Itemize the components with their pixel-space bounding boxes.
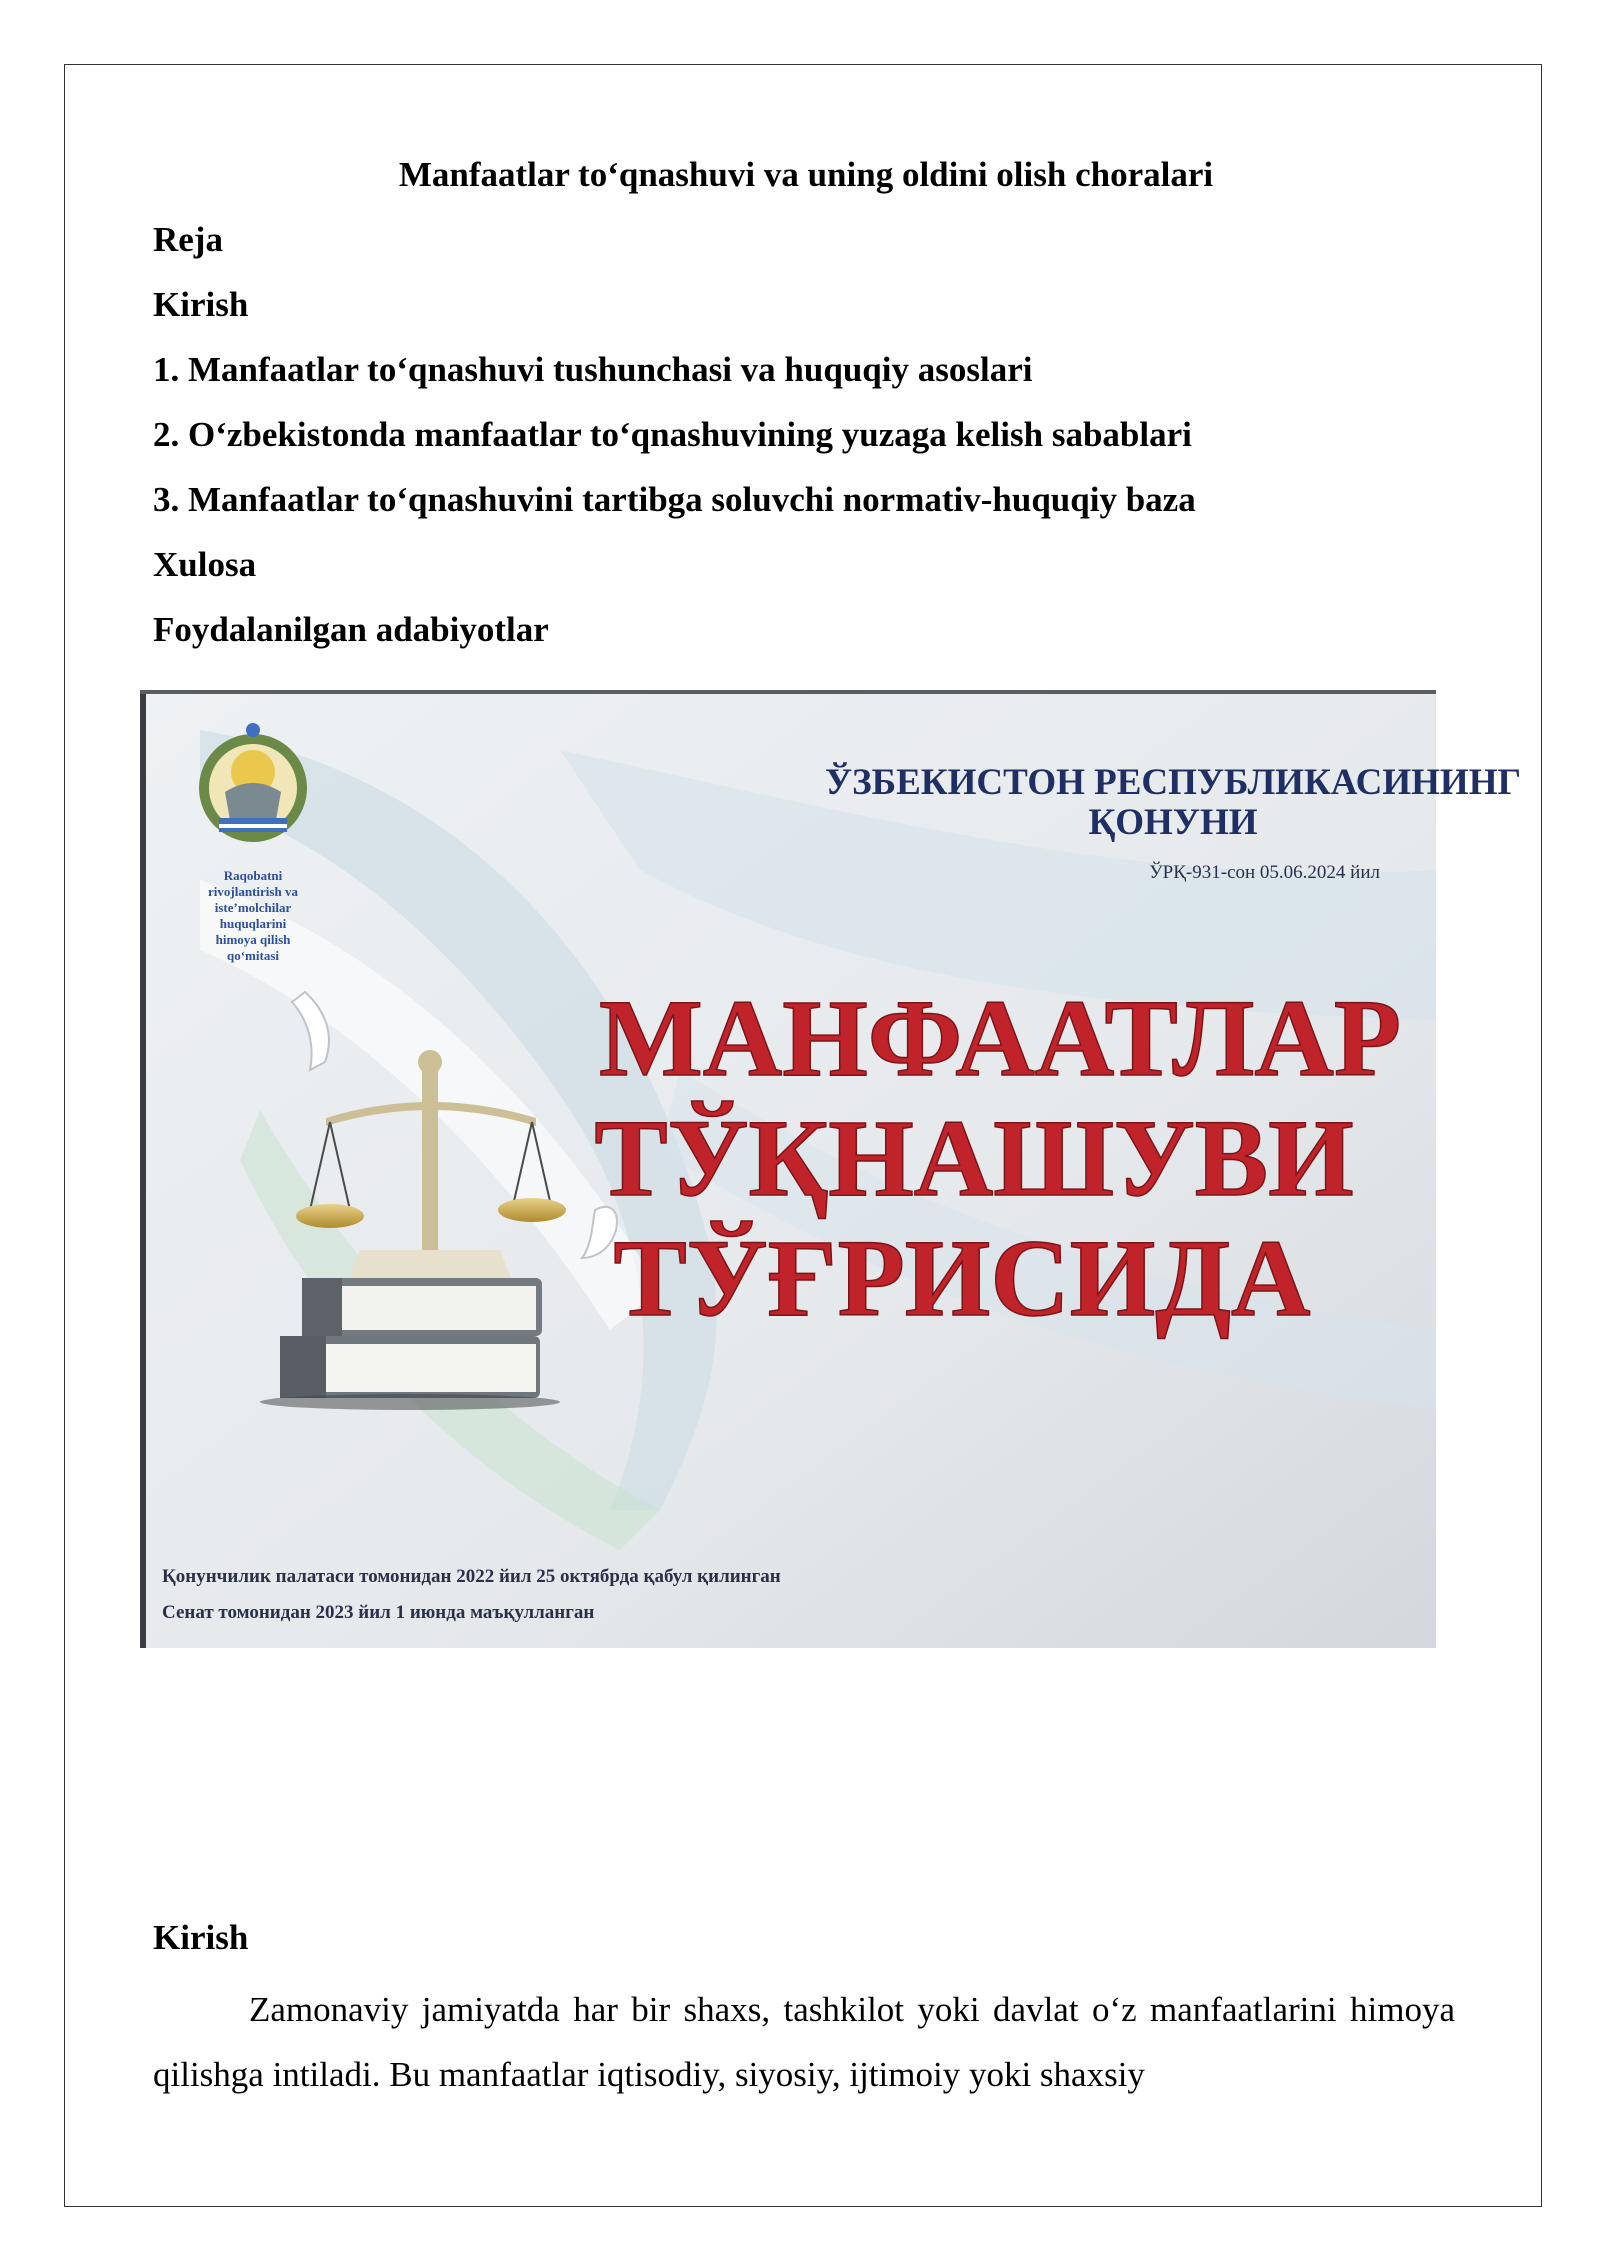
plan-heading: Reja (153, 220, 223, 259)
plan-item-3: 3. Manfaatlar to‘qnashuvini tartibga soluvchi normativ-huquqiy baza (153, 480, 1196, 519)
law-title-line-3: ТЎҒРИСИДА (613, 1217, 1311, 1339)
plan-item-conclusion: Xulosa (153, 545, 257, 584)
adoption-line: Қонунчилик палатаси томонидан 2022 йил 25 октябрда қабул қилинган (162, 1566, 781, 1587)
law-header-line-1: ЎЗБЕКИСТОН РЕСПУБЛИКАСИНИНГ (824, 762, 1522, 803)
document-title: Manfaatlar to‘qnashuvi va uning oldini olish choralari (398, 155, 1214, 194)
svg-text:himoya qilish: himoya qilish (215, 932, 291, 947)
svg-text:Raqobatni: Raqobatni (223, 868, 283, 883)
approval-line: Сенат томонидан 2023 йил 1 июнда маъқулланган (162, 1602, 595, 1623)
svg-text:iste’molchilar: iste’molchilar (214, 900, 292, 915)
law-title-line-2: ТЎҚНАШУВИ (594, 1097, 1354, 1219)
plan-item-introduction: Kirish (153, 285, 249, 324)
svg-text:qo‘mitasi: qo‘mitasi (227, 948, 279, 963)
introduction-heading: Kirish (153, 1918, 249, 1957)
svg-text:huquqlarini: huquqlarini (219, 916, 287, 931)
law-title-line-1: МАНФААТЛАР (598, 977, 1402, 1099)
svg-text:rivojlantirish va: rivojlantirish va (208, 884, 298, 899)
introduction-paragraph: Zamonaviy jamiyatda har bir shaxs, tashkilot yoki davlat o‘z manfaatlarini himoya qilishga intiladi. Bu manfaatlar iqtisodiy, siyosiy, ijtimoiy yoki shaxsiy (153, 1990, 1455, 2094)
books-stack-icon (260, 1278, 560, 1410)
plan-item-1: 1. Manfaatlar to‘qnashuvi tushunchasi va huquqiy asoslari (153, 350, 1033, 389)
law-cover-image (140, 690, 1522, 1648)
law-number: ЎРҚ-931-сон 05.06.2024 йил (1149, 862, 1380, 883)
plan-item-references: Foydalanilgan adabiyotlar (153, 610, 549, 649)
plan-item-2: 2. O‘zbekistonda manfaatlar to‘qnashuvining yuzaga kelish sabablari (153, 415, 1192, 454)
law-header-line-2: ҚОНУНИ (1088, 802, 1258, 843)
